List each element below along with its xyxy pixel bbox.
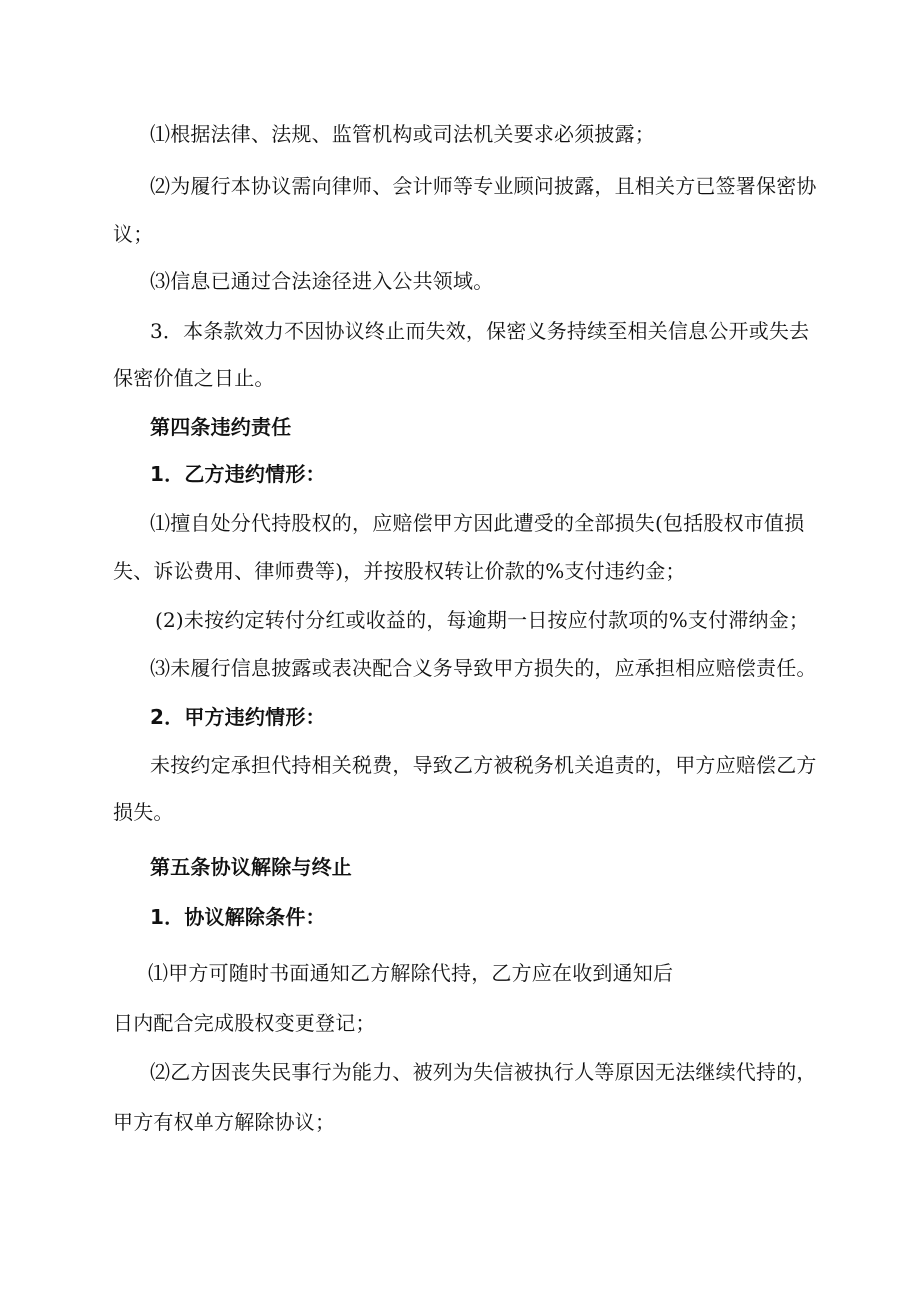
section-heading-termination: 第五条协议解除与终止 [150,855,352,879]
party-b-breach-item-1-line-1: ⑴擅自处分代持股权的，应赔偿甲方因此遭受的全部损失(包括股权市值损 [150,511,805,535]
confidentiality-clause-3-line-2: 保密价值之日止。 [113,366,275,390]
subheading-party-a-breach: 2．甲方违约情形： [150,705,326,729]
party-b-breach-item-2: (2)未按约定转付分红或收益的，每逾期一日按应付款项的%支付滞纳金； [155,608,810,632]
party-a-breach-line-2: 损失。 [113,800,174,824]
termination-item-2-line-2: 甲方有权单方解除协议； [113,1110,336,1134]
termination-item-2-line-1: ⑵乙方因丧失民事行为能力、被列为失信被执行人等原因无法继续代持的， [150,1060,817,1084]
party-b-breach-item-3: ⑶未履行信息披露或表决配合义务导致甲方损失的，应承担相应赔偿责任。 [150,656,817,680]
termination-item-1-line-1: ⑴甲方可随时书面通知乙方解除代持，乙方应在收到通知后 [148,961,674,985]
termination-item-1-line-2: 日内配合完成股权变更登记； [113,1011,376,1035]
section-heading-liability: 第四条违约责任 [150,415,292,439]
subheading-party-b-breach: 1．乙方违约情形： [150,462,326,486]
party-a-breach-line-1: 未按约定承担代持相关税费，导致乙方被税务机关追责的，甲方应赔偿乙方 [150,753,817,777]
clause-item-2-line-1: ⑵为履行本协议需向律师、会计师等专业顾问披露，且相关方已签署保密协 [150,174,817,198]
subheading-termination-conditions: 1．协议解除条件： [150,905,326,929]
confidentiality-clause-3-line-1: 3．本条款效力不因协议终止而失效，保密义务持续至相关信息公开或失去 [150,319,810,343]
clause-item-3: ⑶信息已通过合法途径进入公共领域。 [150,269,494,293]
party-b-breach-item-1-line-2: 失、诉讼费用、律师费等)，并按股权转让价款的%支付违约金； [113,559,686,583]
clause-item-1: ⑴根据法律、法规、监管机构或司法机关要求必须披露； [150,122,655,146]
clause-item-2-line-2: 议； [113,222,154,246]
